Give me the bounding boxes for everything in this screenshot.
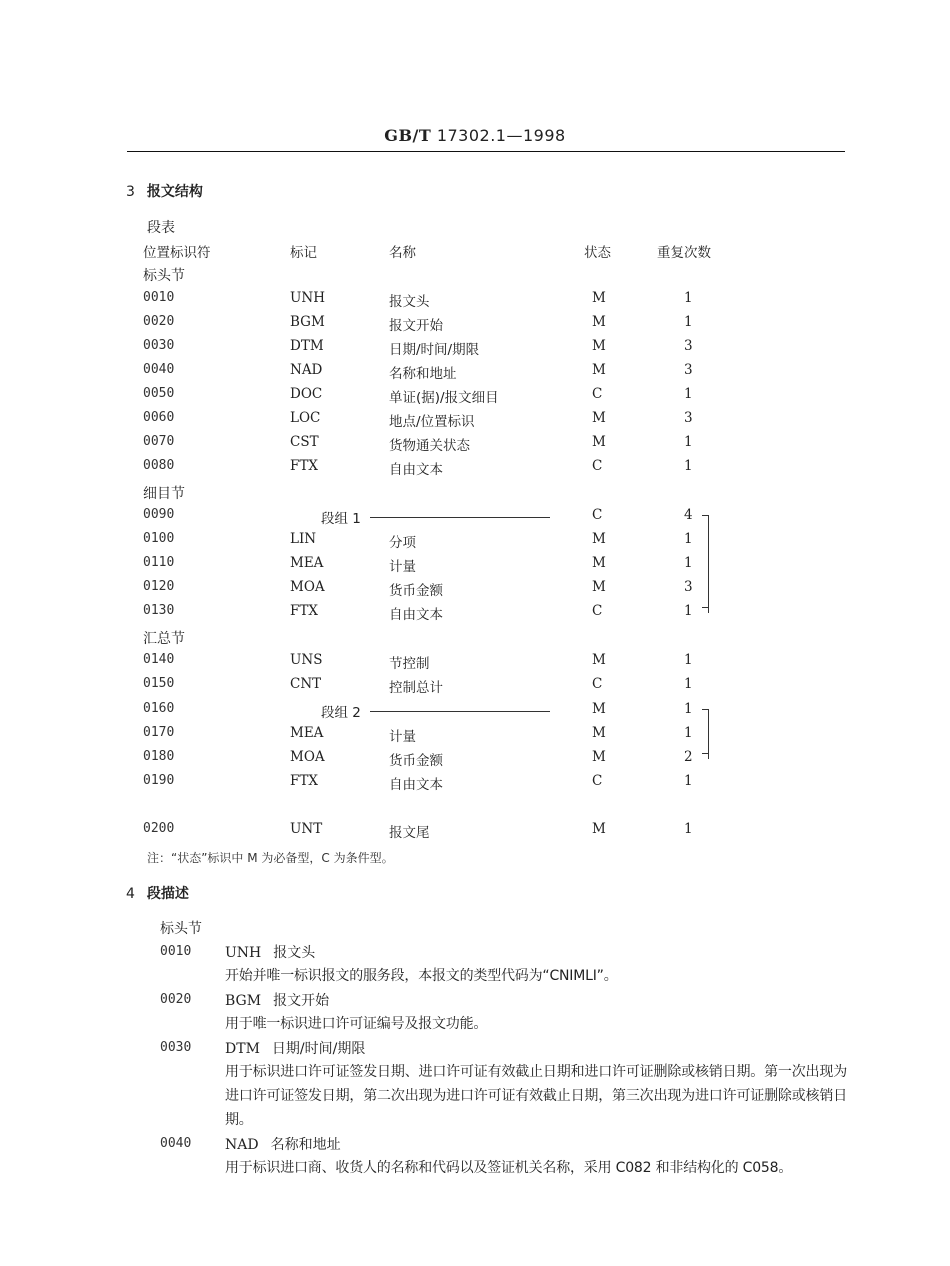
table-header-row	[0, 241, 950, 263]
table-note: 注：“状态”标识中 M 为必备型，C 为条件型。	[147, 851, 394, 865]
page-header	[0, 126, 950, 145]
table-row: 0110 MEA 计量 M 1	[143, 555, 693, 575]
header-rule	[127, 151, 845, 152]
group-label-detail: 细目节	[143, 486, 185, 502]
table-row: 0200 UNT 报文尾 M 1	[143, 821, 693, 841]
table-row: 0040 NAD 名称和地址 M 3	[143, 362, 693, 382]
standard-code: GB/T	[384, 126, 432, 145]
column-header: 标记	[290, 245, 317, 261]
column-header: 状态	[584, 245, 611, 261]
table-row: 0190 FTX 自由文本 C 1	[143, 773, 693, 793]
segment-group-row: 0090 段组 1 C 4	[143, 507, 693, 527]
table-row: 0050 DOC 单证(据)/报文细目 C 1	[143, 386, 693, 406]
segment-group-line	[370, 517, 550, 518]
section-4-title: 4 段描述	[126, 886, 189, 902]
desc-heading: NAD 名称和地址	[225, 1137, 341, 1153]
group-label-summary: 汇总节	[143, 631, 185, 647]
desc-position: 0020	[160, 992, 192, 1007]
table-row: 0170 MEA 计量 M 1	[143, 725, 693, 745]
group-label-head: 标头节	[143, 268, 185, 284]
table-row: 0070 CST 货物通关状态 M 1	[143, 434, 693, 454]
table-row: 0020 BGM 报文开始 M 1	[143, 314, 693, 334]
group-bracket-bottom	[702, 753, 708, 754]
segment-group-row: 0160 段组 2 M 1	[143, 701, 693, 721]
column-header: 重复次数	[657, 245, 711, 261]
table-row: 0120 MOA 货币金额 M 3	[143, 579, 693, 599]
table-row: 0150 CNT 控制总计 C 1	[143, 676, 693, 696]
section-4-subtitle: 标头节	[160, 921, 202, 937]
desc-paragraph: 开始并唯一标识报文的服务段，本报文的类型代码为“CNIMLI”。	[225, 968, 618, 984]
desc-position: 0040	[160, 1136, 192, 1151]
table-title: 段表	[147, 220, 175, 236]
table-row: 0100 LIN 分项 M 1	[143, 531, 693, 551]
segment-group-line	[370, 711, 550, 712]
table-row: 0180 MOA 货币金额 M 2	[143, 749, 693, 769]
table-row: 0140 UNS 节控制 M 1	[143, 652, 693, 672]
column-header: 位置标识符	[143, 245, 211, 261]
column-header: 名称	[389, 245, 416, 261]
desc-heading: UNH 报文头	[225, 945, 316, 961]
table-row: 0010 UNH 报文头 M 1	[143, 290, 693, 310]
group-bracket-bottom	[702, 607, 708, 608]
desc-paragraph: 用于标识进口商、收货人的名称和代码以及签证机关名称，采用 C082 和非结构化的 C058。	[225, 1160, 793, 1176]
desc-position: 0010	[160, 944, 192, 959]
desc-paragraph: 用于唯一标识进口许可证编号及报文功能。	[225, 1016, 488, 1032]
group-bracket	[707, 709, 709, 759]
table-row: 0030 DTM 日期/时间/期限 M 3	[143, 338, 693, 358]
desc-position: 0030	[160, 1040, 192, 1055]
desc-heading: BGM 报文开始	[225, 993, 330, 1009]
desc-paragraph: 用于标识进口许可证签发日期、进口许可证有效截止日期和进口许可证删除或核销日期。第一次出现为进口许可证签发日期，第二次出现为进口许可证有效截止日期，第三次出现为进口许可证删除或核销日期。	[225, 1064, 847, 1128]
table-row: 0130 FTX 自由文本 C 1	[143, 603, 693, 623]
table-row: 0060 LOC 地点/位置标识 M 3	[143, 410, 693, 430]
desc-heading: DTM 日期/时间/期限	[225, 1041, 366, 1057]
section-3-title: 3 报文结构	[126, 184, 203, 200]
table-row: 0080 FTX 自由文本 C 1	[143, 458, 693, 478]
standard-number: 17302.1—1998	[436, 126, 566, 145]
group-bracket	[707, 515, 709, 613]
